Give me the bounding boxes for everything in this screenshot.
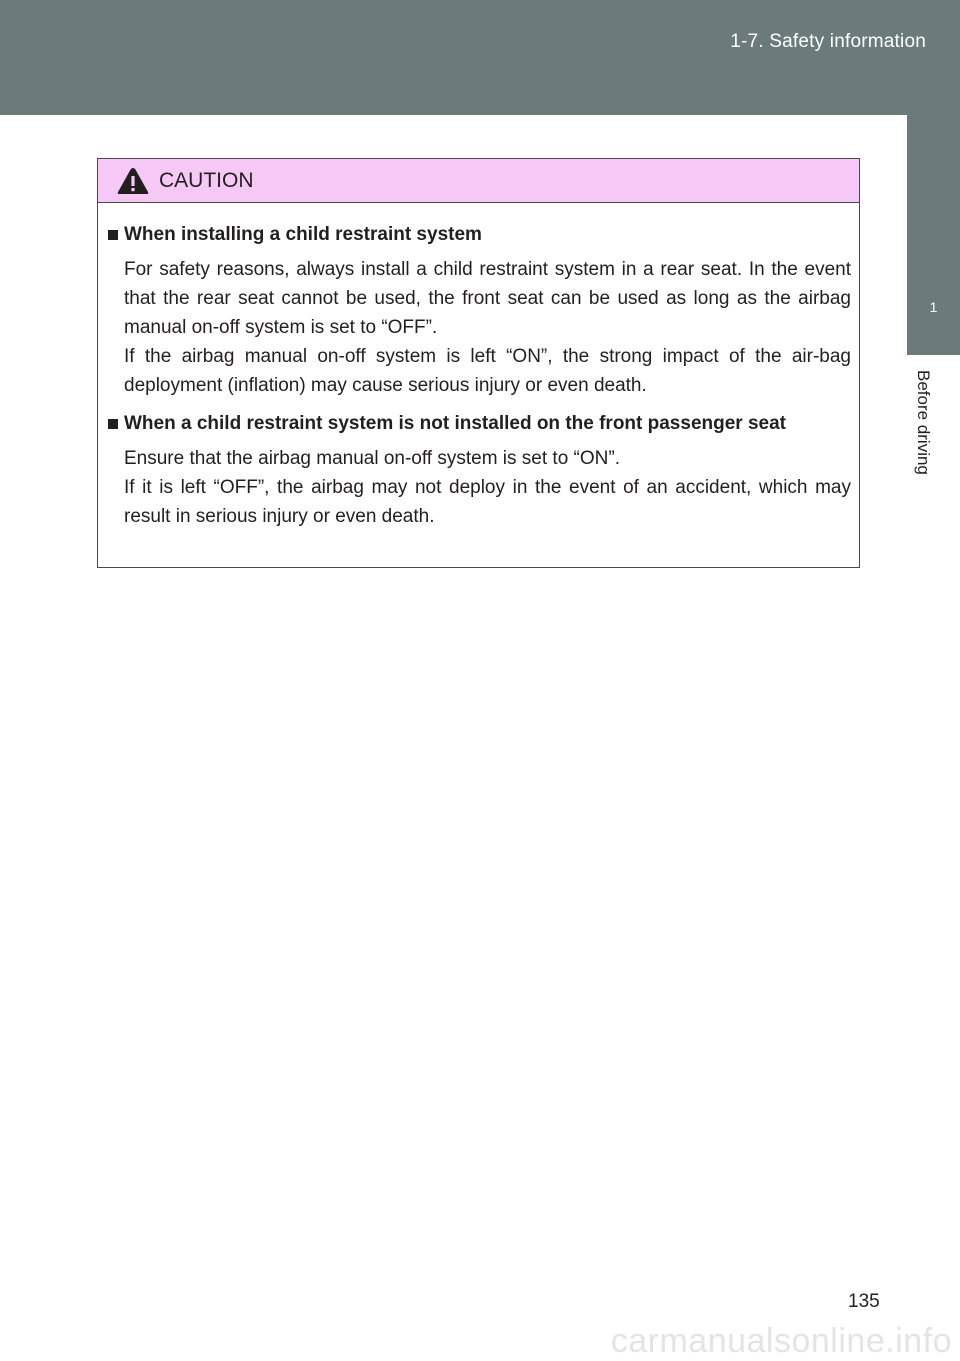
section-heading-text: When a child restraint system is not installed on the front passenger seat xyxy=(124,413,786,434)
paragraph: Ensure that the airbag manual on-off system is set to “ON”. xyxy=(124,448,620,469)
section-title: 1-7. Safety information xyxy=(730,31,926,52)
watermark: carmanualsonline.info xyxy=(610,1321,952,1360)
caution-section xyxy=(108,221,851,400)
paragraph: If it is left “OFF”, the airbag may not deploy in the event of an accident, which may result in serious injury or even death. xyxy=(124,477,851,527)
square-bullet-icon xyxy=(108,230,118,240)
page-number: 135 xyxy=(848,1291,880,1312)
header-band xyxy=(0,0,960,115)
side-tab-top xyxy=(907,115,960,258)
chapter-label: Before driving xyxy=(914,370,933,475)
caution-header xyxy=(98,159,859,203)
caution-section xyxy=(108,410,851,531)
side-tab-bottom xyxy=(907,355,960,1360)
section-heading-text: When installing a child restraint system xyxy=(124,224,482,245)
caution-box xyxy=(97,158,860,568)
square-bullet-icon xyxy=(108,419,118,429)
warning-triangle-icon xyxy=(116,166,150,196)
chapter-number-tab: 1 xyxy=(907,258,960,355)
section-heading xyxy=(108,410,851,438)
caution-title: CAUTION xyxy=(159,169,254,192)
section-heading xyxy=(108,221,851,249)
paragraph: For safety reasons, always install a child restraint system in a rear seat. In the event that the rear seat cannot be used, the front seat can be used as long as the airbag manual on-off system is set to “OFF”. xyxy=(124,259,851,338)
caution-body xyxy=(98,203,859,531)
paragraph: If the airbag manual on-off system is left “ON”, the strong impact of the air-bag deployment (inflation) may cause serious injury or even death. xyxy=(124,346,851,396)
